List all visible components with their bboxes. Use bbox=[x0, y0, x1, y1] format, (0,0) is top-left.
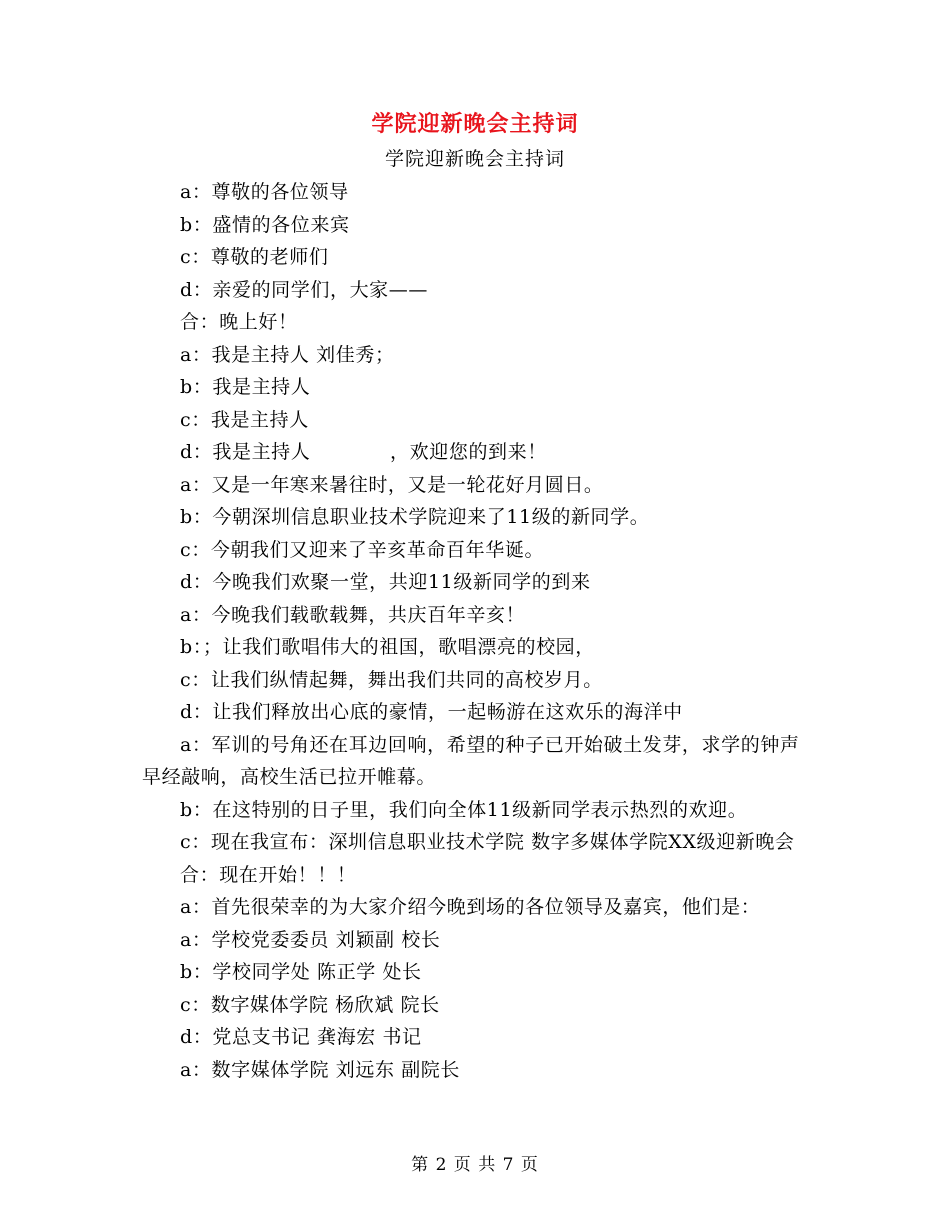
paragraph: d：今晚我们欢聚一堂，共迎11级新同学的到来 bbox=[180, 571, 591, 593]
paragraph: 合：现在开始！！！ bbox=[180, 863, 357, 886]
paragraph: b：我是主持人 bbox=[180, 376, 311, 398]
paragraph: c：让我们纵情起舞，舞出我们共同的高校岁月。 bbox=[180, 668, 603, 691]
paragraph: b：；让我们歌唱伟大的祖国，歌唱漂亮的校园， bbox=[180, 636, 595, 658]
paragraph: a：军训的号角还在耳边回响，希望的种子已开始破土发芽，求学的钟声早经敲响，高校生活已拉开帷幕。 bbox=[142, 733, 800, 788]
document-subtitle: 学院迎新晚会主持词 bbox=[384, 148, 565, 170]
paragraph: b：今朝深圳信息职业技术学院迎来了11级的新同学。 bbox=[180, 506, 650, 528]
paragraph: d：党总支书记 龚海宏 书记 bbox=[180, 1026, 422, 1048]
paragraph: c：现在我宣布：深圳信息职业技术学院 数字多媒体学院XX级迎新晚会 bbox=[180, 831, 795, 853]
paragraph: d：我是主持人 ，欢迎您的到来！ bbox=[180, 441, 547, 463]
page-footer: 第 2 页 共 7 页 bbox=[411, 1155, 539, 1175]
document-title: 学院迎新晚会主持词 bbox=[371, 111, 579, 137]
paragraph: d：让我们释放出心底的豪情，一起畅游在这欢乐的海洋中 bbox=[180, 701, 683, 723]
document-body bbox=[142, 176, 808, 1086]
paragraph: a：数字媒体学院 刘远东 副院长 bbox=[180, 1058, 461, 1081]
paragraph: a：今晚我们载歌载舞，共庆百年辛亥！ bbox=[180, 603, 526, 626]
paragraph: c：今朝我们又迎来了辛亥革命百年华诞。 bbox=[180, 538, 545, 561]
paragraph: a：首先很荣幸的为大家介绍今晚到场的各位领导及嘉宾，他们是： bbox=[180, 896, 761, 918]
paragraph: c：数字媒体学院 杨欣斌 院长 bbox=[180, 993, 440, 1016]
paragraph: a：我是主持人 刘佳秀； bbox=[180, 343, 395, 366]
paragraph: d：亲爱的同学们，大家—— bbox=[180, 278, 428, 301]
paragraph: a：尊敬的各位领导 bbox=[180, 181, 349, 203]
paragraph: a：又是一年寒来暑往时，又是一轮花好月圆日。 bbox=[180, 473, 604, 496]
paragraph: b：在这特别的日子里，我们向全体11级新同学表示热烈的欢迎。 bbox=[180, 798, 748, 821]
paragraph: b：学校同学处 陈正学 处长 bbox=[180, 961, 422, 983]
paragraph: 合：晚上好！ bbox=[180, 311, 298, 333]
paragraph: a：学校党委委员 刘颖副 校长 bbox=[180, 928, 441, 951]
paragraph: c：尊敬的老师们 bbox=[180, 246, 329, 268]
paragraph: c：我是主持人 bbox=[180, 408, 309, 431]
paragraph: b：盛情的各位来宾 bbox=[180, 213, 350, 236]
